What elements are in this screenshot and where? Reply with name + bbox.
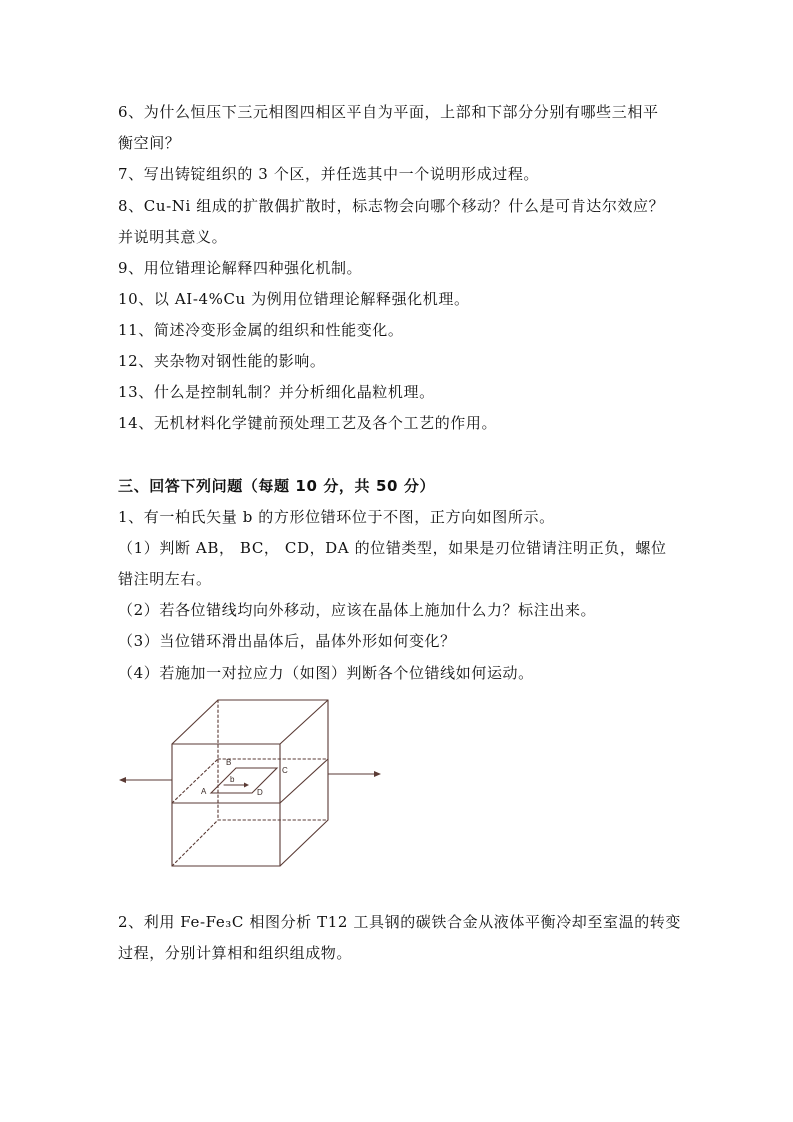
- cube-bottom-left-hidden-connector: [172, 820, 218, 866]
- section-3-heading: 三、回答下列问题（每题 10 分，共 50 分）: [118, 477, 436, 495]
- burgers-vector-arrowhead: [244, 783, 249, 788]
- section-3-question-1-sub-2: （2）若各位错线均向外移动，应该在晶体上施加什么力？标注出来。: [118, 601, 597, 619]
- question-14: 14、无机材料化学键前预处理工艺及各个工艺的作用。: [118, 414, 498, 432]
- cube-top-right-connector: [280, 700, 328, 744]
- label-b: B: [226, 758, 232, 767]
- burgers-vector-label: b: [230, 775, 235, 784]
- label-a: A: [201, 787, 207, 796]
- slip-plane-left-edge: [172, 759, 218, 803]
- tensile-stress-right-arrowhead: [374, 771, 381, 777]
- tensile-stress-left-arrowhead: [119, 777, 126, 783]
- question-6-line-1: 6、为什么恒压下三元相图四相区平自为平面，上部和下部分分别有哪些三相平: [118, 103, 659, 121]
- section-3-question-2-line-2: 过程，分别计算相和组织组成物。: [118, 944, 353, 962]
- dislocation-loop-crystal-figure: [116, 694, 388, 874]
- question-10: 10、以 AI-4%Cu 为例用位错理论解释强化机理。: [118, 290, 470, 308]
- question-6-line-2: 衡空间？: [118, 134, 181, 152]
- question-8-line-1: 8、Cu-Ni 组成的扩散偶扩散时，标志物会向哪个移动？什么是可肯达尔效应？: [118, 197, 665, 215]
- section-3-question-1-sub-1-line-1: （1）判断 AB， BC， CD，DA 的位错类型，如果是刃位错请注明正负，螺位: [118, 539, 667, 557]
- question-8-line-2: 并说明其意义。: [118, 228, 228, 246]
- section-3-question-2-line-1: 2、利用 Fe-Fe₃C 相图分析 T12 工具钢的碳铁合金从液体平衡冷却至室温的转变: [118, 913, 681, 931]
- question-13: 13、什么是控制轧制？并分析细化晶粒机理。: [118, 383, 435, 401]
- section-3-question-1-stem: 1、有一柏氏矢量 b 的方形位错环位于不图，正方向如图所示。: [118, 508, 555, 526]
- question-9: 9、用位错理论解释四种强化机制。: [118, 259, 363, 277]
- label-d: D: [257, 788, 263, 797]
- cube-bottom-right-connector: [280, 820, 328, 866]
- label-c: C: [282, 766, 288, 775]
- cube-top-left-connector: [172, 700, 218, 744]
- section-3-question-1-sub-4: （4）若施加一对拉应力（如图）判断各个位错线如何运动。: [118, 664, 534, 682]
- dislocation-loop: [211, 768, 277, 793]
- section-3-question-1-sub-3: （3）当位错环滑出晶体后，晶体外形如何变化？: [118, 632, 456, 650]
- section-3-question-1-sub-1-line-2: 错注明左右。: [118, 570, 212, 588]
- question-12: 12、夹杂物对钢性能的影响。: [118, 352, 326, 370]
- question-11: 11、简述冷变形金属的组织和性能变化。: [118, 321, 404, 339]
- question-7: 7、写出铸锭组织的 3 个区，并任选其中一个说明形成过程。: [118, 165, 540, 183]
